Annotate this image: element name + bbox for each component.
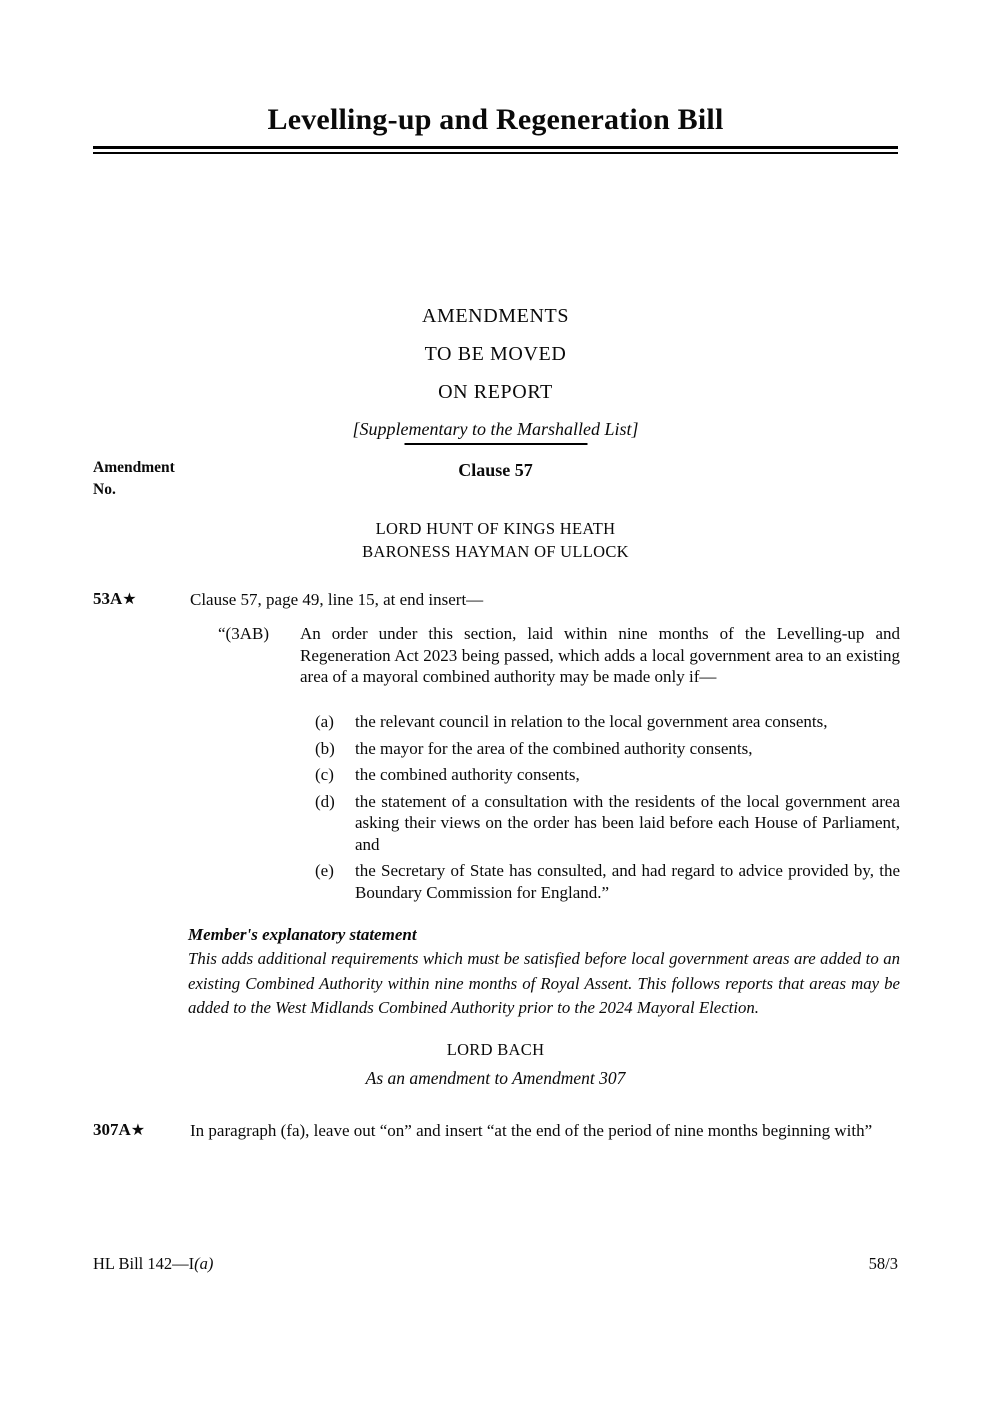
new-amendment-star-icon: ★: [130, 1122, 146, 1139]
amendment-307a-number: [93, 1120, 145, 1140]
list-item: [315, 711, 900, 733]
new-amendment-star-icon: ★: [122, 591, 137, 608]
title-rule-thick: [93, 146, 898, 149]
subtitle-underline-rule: [404, 443, 587, 445]
amendment-number-text: 53A: [93, 589, 123, 608]
list-item-label: (b): [315, 738, 335, 758]
amendment-307a-text: In paragraph (fa), leave out “on” and insert “at the end of the period of nine months beginning with”: [190, 1121, 873, 1140]
list-item: [315, 860, 900, 903]
subsection-3ab: [218, 623, 900, 688]
list-item: [315, 764, 900, 786]
subsection-3ab-text: An order under this section, laid within nine months of the Levelling-up and Regeneration Act 2023 being passed, which adds a local government area to an existing area of a mayoral combined authority may be made only if—: [300, 624, 900, 686]
title-rule-thin: [93, 152, 898, 154]
list-item-text: the combined authority consents,: [355, 765, 580, 784]
list-item-text: the statement of a consultation with the residents of the local government area asking their views on the order has been laid before each House of Parliament, and: [355, 791, 900, 854]
list-item: [315, 791, 900, 856]
amendment-number-text: 307A: [93, 1120, 131, 1139]
clause-heading: Clause 57: [458, 460, 533, 480]
heading-to-be-moved: TO BE MOVED: [424, 343, 567, 365]
amendment-no-line1: Amendment: [93, 459, 175, 476]
list-item: [315, 738, 900, 760]
list-item-text: the Secretary of State has consulted, and had regard to advice provided by, the Boundary Commission for England.”: [355, 861, 900, 902]
page-footer: [93, 1254, 898, 1274]
explanatory-statement: [188, 925, 900, 1021]
subsection-3ab-items: [315, 711, 900, 908]
explanatory-statement-heading: Member's explanatory statement: [188, 925, 417, 944]
heading-on-report: ON REPORT: [438, 381, 553, 403]
subsection-3ab-label: “(3AB): [218, 624, 269, 643]
bill-reference-suffix: (a): [194, 1254, 214, 1273]
amendment-53a-instruction: Clause 57, page 49, line 15, at end insert—: [190, 590, 484, 609]
bill-reference-text: HL Bill 142—I: [93, 1254, 195, 1273]
explanatory-statement-body: This adds additional requirements which must be satisfied before local government areas are added to an existing Combined Authority within nine months of Royal Assent. This follows reports that areas may be added to the West Midlands Combined Authority prior to the 2024 Mayoral Election.: [188, 949, 900, 1017]
amendment-no-line2: No.: [93, 481, 116, 499]
list-item-text: the relevant council in relation to the local government area consents,: [355, 712, 828, 731]
page-title: Levelling-up and Regeneration Bill: [267, 103, 724, 136]
page-number: 58/3: [868, 1254, 898, 1273]
heading-amendments: AMENDMENTS: [421, 305, 570, 327]
list-item-text: the mayor for the area of the combined authority consents,: [355, 738, 753, 758]
list-item-label: (e): [315, 861, 334, 880]
sponsor-name: LORD BACH: [446, 1040, 545, 1059]
list-item-label: (d): [315, 791, 335, 811]
amendment-53a-number: [93, 589, 137, 609]
sponsor-name: BARONESS HAYMAN OF ULLOCK: [362, 542, 629, 561]
bill-reference: [93, 1254, 213, 1274]
as-amendment-subheading: As an amendment to Amendment 307: [365, 1068, 626, 1088]
list-item-label: (a): [315, 712, 334, 731]
sponsor-names: [0, 517, 991, 563]
sponsor-name: LORD HUNT OF KINGS HEATH: [375, 519, 616, 538]
list-item-label: (c): [315, 765, 334, 784]
marshalled-list-subtitle: [Supplementary to the Marshalled List]: [352, 419, 639, 439]
